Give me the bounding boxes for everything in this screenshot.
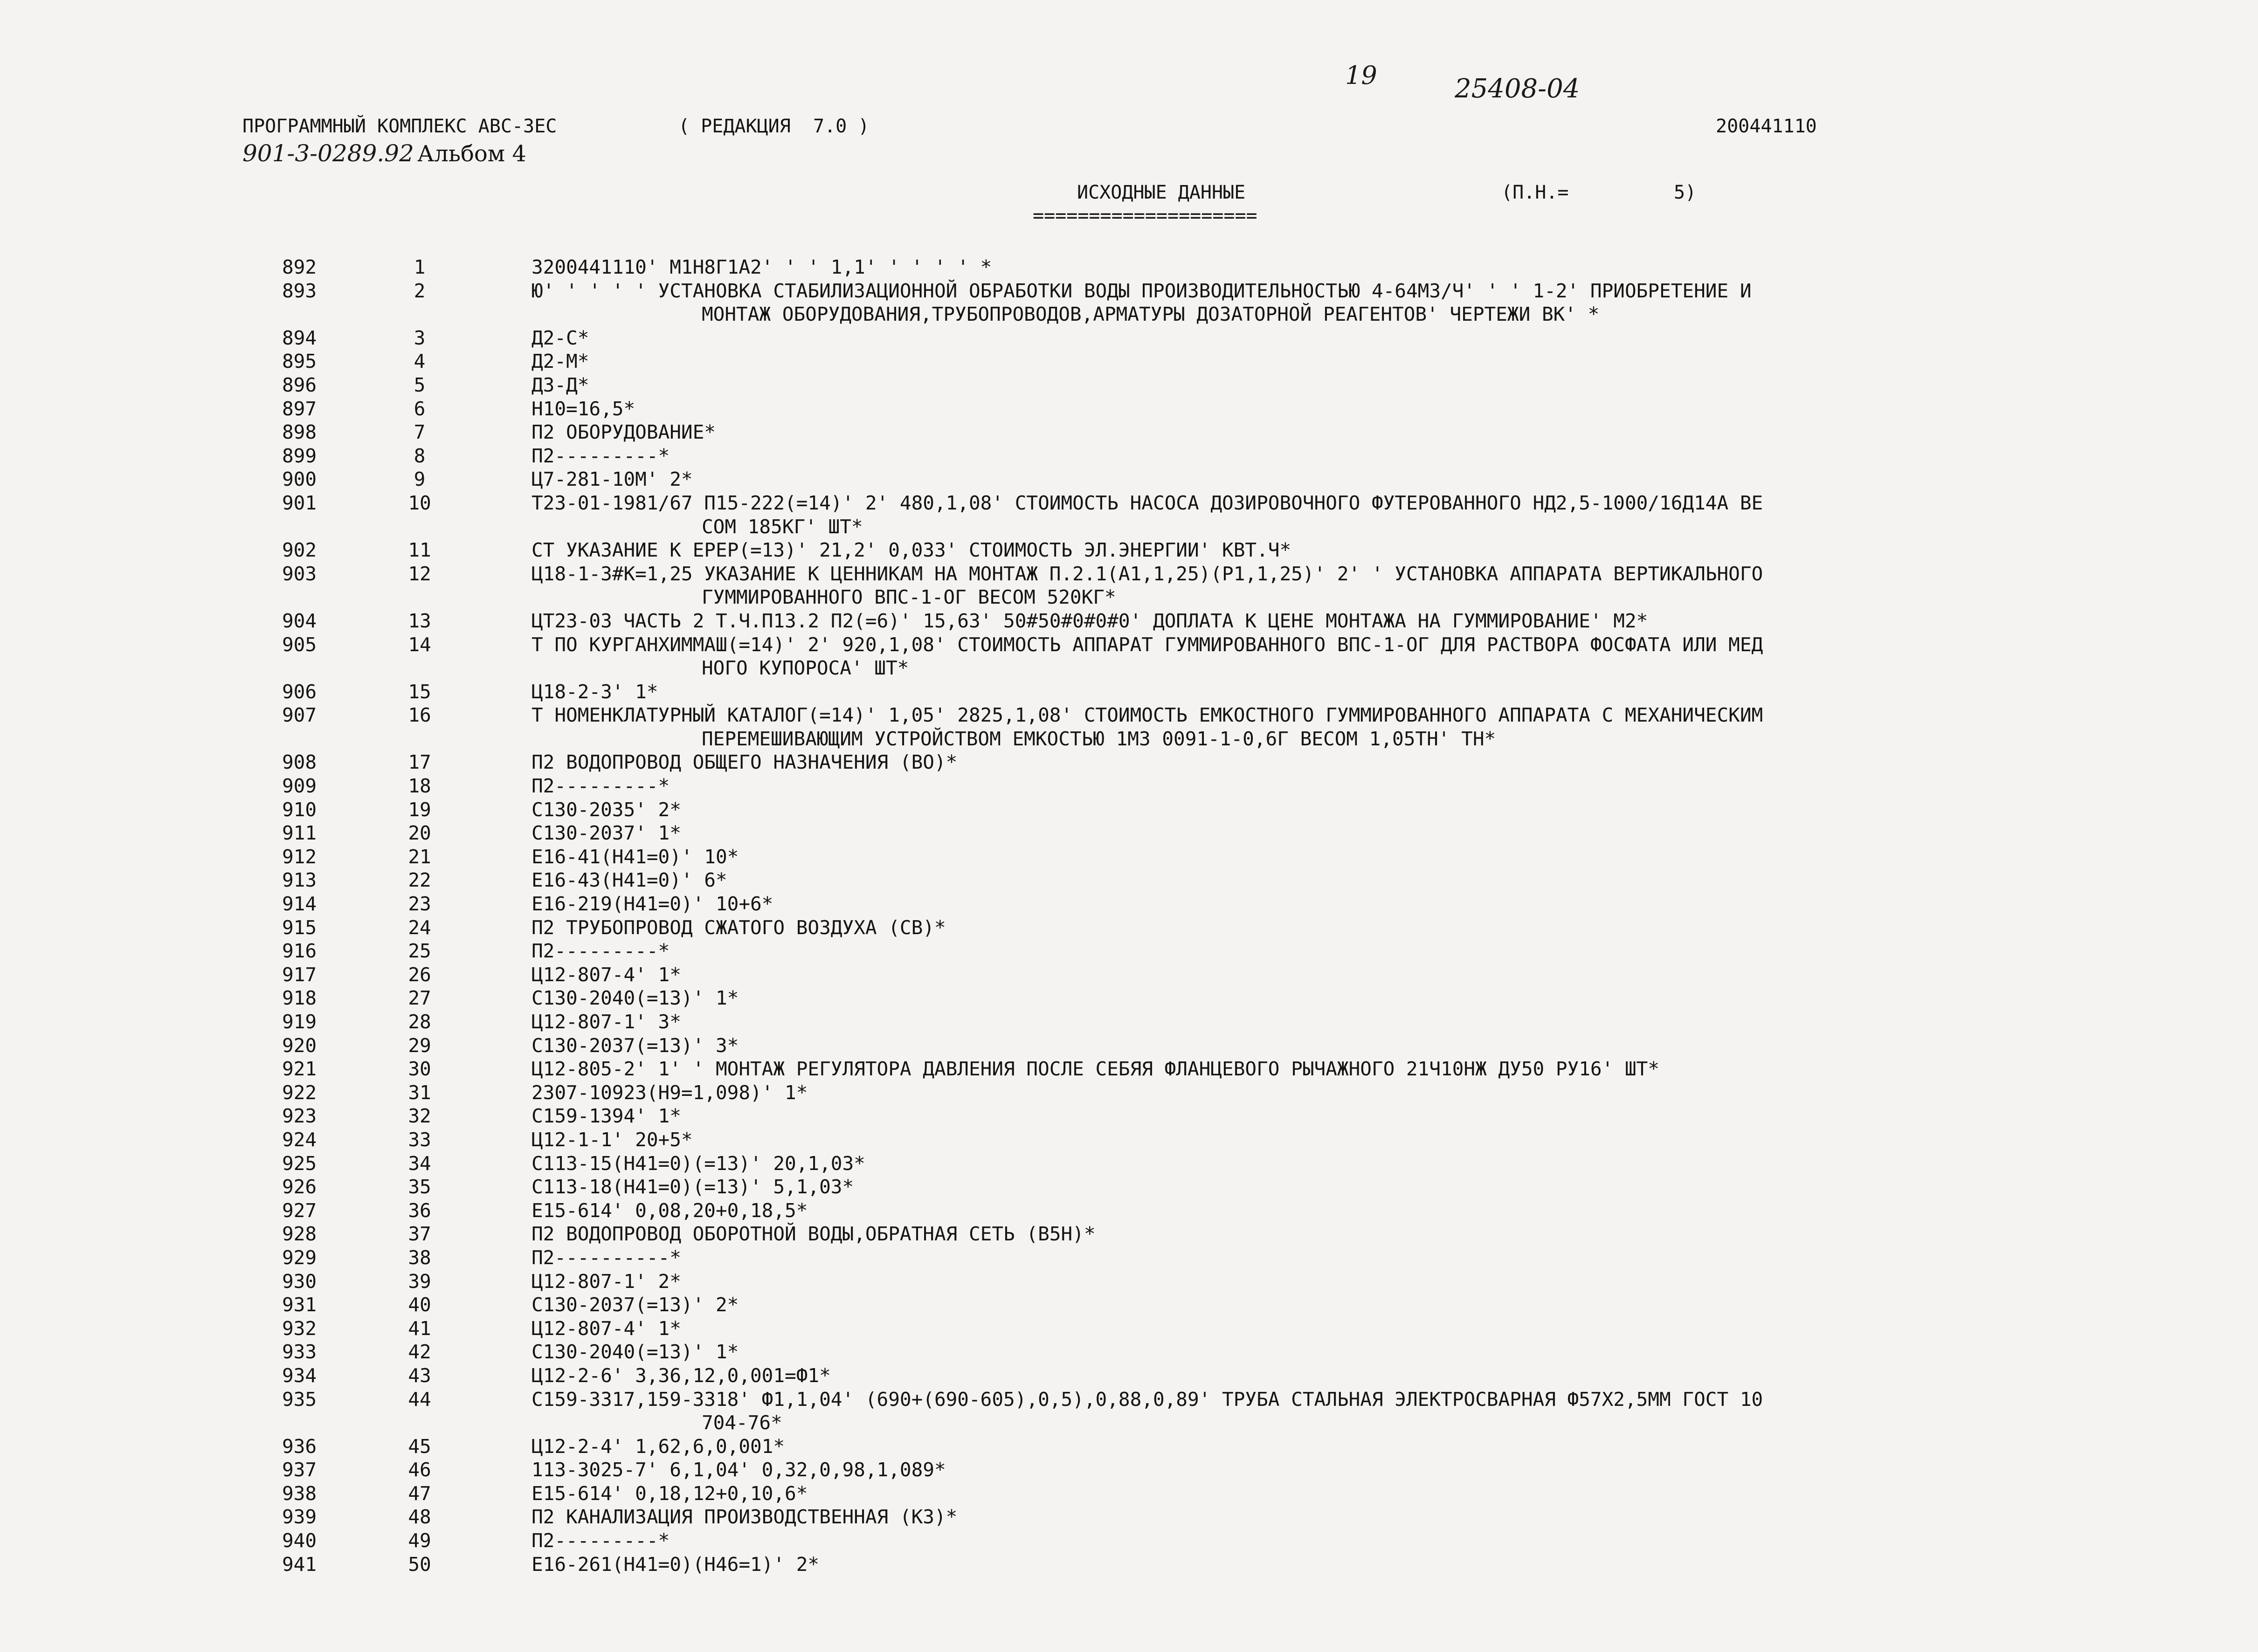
line-number: 908	[282, 751, 317, 774]
line-text: Д2-С*	[532, 326, 589, 349]
line-number: 934	[282, 1364, 317, 1387]
edition: ( РЕДАКЦИЯ 7.0 )	[678, 116, 870, 137]
line-number: 937	[282, 1459, 317, 1481]
line-text: П2---------*	[532, 940, 670, 963]
line-text: П2---------*	[532, 775, 670, 798]
line-number: 895	[282, 350, 317, 373]
item-index: 9	[414, 468, 426, 491]
listing-row	[0, 916, 2258, 940]
listing-row	[0, 680, 2258, 704]
listing-row	[0, 279, 2258, 326]
listing-row	[0, 1553, 2258, 1576]
item-index: 2	[414, 279, 426, 302]
line-text: П2 ТРУБОПРОВОД СЖАТОГО ВОЗДУХА (СВ)*	[532, 916, 946, 939]
listing-row	[0, 255, 2258, 279]
item-index: 45	[408, 1435, 431, 1458]
line-text: СТ УКАЗАНИЕ К ЕРЕР(=13)' 21,2' 0,033' СТОИМОСТЬ ЭЛ.ЭНЕРГИИ' КВТ.Ч*	[532, 539, 1291, 562]
line-text: П2---------*	[532, 444, 670, 467]
line-text: 3200441110' М1Н8Г1А2' ' ' 1,1' ' ' ' ' *	[532, 256, 992, 278]
line-text: С113-18(Н41=0)(=13)' 5,1,03*	[532, 1176, 854, 1198]
listing-row	[0, 1270, 2258, 1294]
line-number: 922	[282, 1081, 317, 1104]
listing-row	[0, 1222, 2258, 1246]
listing-row	[0, 1152, 2258, 1176]
line-text: П2 ОБОРУДОВАНИЕ*	[532, 421, 716, 444]
item-index: 38	[408, 1246, 431, 1269]
line-text: Е15-614' 0,18,12+0,10,6*	[532, 1482, 808, 1505]
listing-row	[0, 609, 2258, 633]
listing-row	[0, 491, 2258, 538]
line-text: Ц12-807-4' 1*	[532, 963, 681, 986]
listing-row	[0, 1057, 2258, 1081]
item-index: 43	[408, 1364, 431, 1387]
item-index: 31	[408, 1081, 431, 1104]
project-number: 901-3-0289.92	[242, 140, 414, 167]
item-index: 10	[408, 491, 431, 514]
item-index: 35	[408, 1176, 431, 1198]
line-number: 939	[282, 1506, 317, 1528]
listing-row	[0, 633, 2258, 680]
line-text: Е16-41(Н41=0)' 10*	[532, 845, 739, 868]
line-text: Ц12-807-1' 2*	[532, 1270, 681, 1293]
line-text-continuation: СОМ 185КГ' ШТ*	[702, 515, 863, 538]
item-index: 42	[408, 1341, 431, 1363]
line-number: 904	[282, 609, 317, 632]
line-number: 940	[282, 1529, 317, 1552]
line-text: Д3-Д*	[532, 373, 589, 396]
item-index: 44	[408, 1388, 431, 1411]
item-index: 30	[408, 1058, 431, 1081]
line-text: Т НОМЕНКЛАТУРНЫЙ КАТАЛОГ(=14)' 1,05' 2825,1,08' СТОИМОСТЬ ЕМКОСТНОГО ГУММИРОВАННОГО АППАРАТА С МЕХАНИЧЕСКИМ	[532, 704, 1763, 727]
item-index: 46	[408, 1459, 431, 1481]
item-index: 17	[408, 751, 431, 774]
listing-row	[0, 1081, 2258, 1105]
line-text: 2307-10923(Н9=1,098)' 1*	[532, 1081, 808, 1104]
item-index: 39	[408, 1270, 431, 1293]
listing-row	[0, 1010, 2258, 1034]
line-number: 896	[282, 373, 317, 396]
page-ref-value: 5)	[1674, 182, 1697, 203]
section-title: ИСХОДНЫЕ ДАННЫЕ	[1077, 182, 1246, 203]
line-number: 918	[282, 987, 317, 1010]
line-text: Е16-43(Н41=0)' 6*	[532, 869, 727, 892]
item-index: 21	[408, 845, 431, 868]
line-number: 925	[282, 1152, 317, 1175]
line-number: 903	[282, 562, 317, 585]
line-number: 911	[282, 822, 317, 845]
item-index: 13	[408, 609, 431, 632]
listing-row	[0, 1317, 2258, 1341]
listing-row	[0, 1104, 2258, 1128]
listing-row	[0, 350, 2258, 373]
listing-row	[0, 538, 2258, 562]
line-text: Ц12-2-6' 3,36,12,0,001=Ф1*	[532, 1364, 831, 1387]
line-number: 930	[282, 1270, 317, 1293]
item-index: 33	[408, 1128, 431, 1151]
line-text: Ц18-1-3#К=1,25 УКАЗАНИЕ К ЦЕННИКАМ НА МОНТАЖ П.2.1(А1,1,25)(Р1,1,25)' 2' ' УСТАНОВКА АППАРАТА ВЕРТИКАЛЬНОГО	[532, 562, 1763, 585]
line-text: Д2-М*	[532, 350, 589, 373]
listing-row	[0, 1293, 2258, 1317]
line-text: С130-2037(=13)' 3*	[532, 1034, 739, 1057]
line-text: Ц12-807-4' 1*	[532, 1317, 681, 1340]
line-number: 932	[282, 1317, 317, 1340]
listing-row	[0, 444, 2258, 468]
item-index: 25	[408, 940, 431, 963]
listing-row	[0, 1505, 2258, 1529]
line-number: 929	[282, 1246, 317, 1269]
item-index: 36	[408, 1199, 431, 1222]
listing-row	[0, 1435, 2258, 1459]
line-number: 921	[282, 1058, 317, 1081]
program-name: ПРОГРАММНЫЙ КОМПЛЕКС АВС-3ЕС	[242, 116, 557, 137]
listing-row	[0, 868, 2258, 892]
listing-row	[0, 750, 2258, 774]
listing-row	[0, 1364, 2258, 1388]
line-text: П2----------*	[532, 1246, 681, 1269]
item-index: 28	[408, 1011, 431, 1033]
line-number: 892	[282, 256, 317, 278]
line-text: С159-3317,159-3318' Ф1,1,04' (690+(690-605),0,5),0,88,0,89' ТРУБА СТАЛЬНАЯ ЭЛЕКТРОСВАРНАЯ Ф57Х2,5ММ ГОСТ 10	[532, 1388, 1763, 1411]
album: Альбом 4	[417, 141, 526, 167]
line-text: С159-1394' 1*	[532, 1105, 681, 1128]
line-number: 935	[282, 1388, 317, 1411]
line-text: Ц18-2-3' 1*	[532, 680, 658, 703]
item-index: 23	[408, 893, 431, 915]
line-number: 902	[282, 539, 317, 562]
line-number: 907	[282, 704, 317, 727]
line-text-continuation: МОНТАЖ ОБОРУДОВАНИЯ,ТРУБОПРОВОДОВ,АРМАТУРЫ ДОЗАТОРНОЙ РЕАГЕНТОВ' ЧЕРТЕЖИ ВК' *	[702, 303, 1600, 326]
line-text: С130-2040(=13)' 1*	[532, 1341, 739, 1363]
line-text-continuation: ГУММИРОВАННОГО ВПС-1-ОГ ВЕСОМ 520КГ*	[702, 586, 1116, 609]
item-index: 22	[408, 869, 431, 892]
listing-row	[0, 420, 2258, 444]
line-number: 910	[282, 798, 317, 821]
listing-row	[0, 939, 2258, 963]
item-index: 11	[408, 539, 431, 562]
line-number: 920	[282, 1034, 317, 1057]
listing-row	[0, 326, 2258, 350]
listing-row	[0, 798, 2258, 822]
item-index: 8	[414, 444, 426, 467]
line-number: 919	[282, 1011, 317, 1033]
line-text: Ц12-2-4' 1,62,6,0,001*	[532, 1435, 785, 1458]
line-text: Ц7-281-10М' 2*	[532, 468, 693, 491]
item-index: 26	[408, 963, 431, 986]
item-index: 15	[408, 680, 431, 703]
line-number: 931	[282, 1294, 317, 1316]
item-index: 47	[408, 1482, 431, 1505]
listing-row	[0, 845, 2258, 869]
line-text: Е16-219(Н41=0)' 10+6*	[532, 893, 773, 915]
listing-row	[0, 1340, 2258, 1364]
page-number: 19	[1345, 61, 1377, 90]
item-index: 5	[414, 373, 426, 396]
line-text: Ц12-1-1' 20+5*	[532, 1128, 693, 1151]
item-index: 7	[414, 421, 426, 444]
line-number: 893	[282, 279, 317, 302]
listing-row	[0, 986, 2258, 1010]
item-index: 50	[408, 1553, 431, 1576]
line-number: 941	[282, 1553, 317, 1576]
line-number: 901	[282, 491, 317, 514]
line-number: 897	[282, 397, 317, 420]
listing-row	[0, 821, 2258, 845]
line-number: 936	[282, 1435, 317, 1458]
item-index: 12	[408, 562, 431, 585]
line-text: Е16-261(Н41=0)(Н46=1)' 2*	[532, 1553, 820, 1576]
line-text: С130-2040(=13)' 1*	[532, 987, 739, 1010]
listing-row	[0, 397, 2258, 421]
listing-row	[0, 562, 2258, 609]
item-index: 32	[408, 1105, 431, 1128]
line-number: 916	[282, 940, 317, 963]
item-index: 3	[414, 326, 426, 349]
listing-row	[0, 963, 2258, 987]
listing-row	[0, 1458, 2258, 1482]
listing-row	[0, 468, 2258, 491]
line-number: 938	[282, 1482, 317, 1505]
line-number: 912	[282, 845, 317, 868]
listing-row	[0, 892, 2258, 916]
line-text-continuation: ПЕРЕМЕШИВАЮЩИМ УСТРОЙСТВОМ ЕМКОСТЬЮ 1М3 0091-1-0,6Г ВЕСОМ 1,05ТН' ТН*	[702, 727, 1496, 750]
line-text: П2 ВОДОПРОВОД ОБЩЕГО НАЗНАЧЕНИЯ (ВО)*	[532, 751, 958, 774]
item-index: 34	[408, 1152, 431, 1175]
listing-row	[0, 1199, 2258, 1223]
line-number: 909	[282, 775, 317, 798]
item-index: 29	[408, 1034, 431, 1057]
item-index: 1	[414, 256, 426, 278]
line-text: Н10=16,5*	[532, 397, 635, 420]
item-index: 27	[408, 987, 431, 1010]
line-text: 113-3025-7' 6,1,04' 0,32,0,98,1,089*	[532, 1459, 946, 1481]
item-index: 37	[408, 1223, 431, 1246]
page-ref-label: (П.Н.=	[1501, 182, 1569, 203]
line-text: П2 ВОДОПРОВОД ОБОРОТНОЙ ВОДЫ,ОБРАТНАЯ СЕТЬ (В5Н)*	[532, 1223, 1096, 1246]
listing-rows	[0, 255, 2258, 1576]
line-text: П2 КАНАЛИЗАЦИЯ ПРОИЗВОДСТВЕННАЯ (К3)*	[532, 1506, 958, 1528]
line-text: Т23-01-1981/67 П15-222(=14)' 2' 480,1,08' СТОИМОСТЬ НАСОСА ДОЗИРОВОЧНОГО ФУТЕРОВАННОГО НД2,5-1000/16Д14А ВЕ	[532, 491, 1763, 514]
item-index: 40	[408, 1294, 431, 1316]
line-number: 928	[282, 1223, 317, 1246]
listing-row	[0, 1482, 2258, 1506]
line-number: 906	[282, 680, 317, 703]
line-text: Ц12-805-2' 1' ' МОНТАЖ РЕГУЛЯТОРА ДАВЛЕНИЯ ПОСЛЕ СЕБЯЯ ФЛАНЦЕВОГО РЫЧАЖНОГО 21Ч10НЖ ДУ50 РУ16' ШТ*	[532, 1058, 1660, 1081]
listing-row	[0, 373, 2258, 397]
line-number: 915	[282, 916, 317, 939]
line-number: 923	[282, 1105, 317, 1128]
line-number: 899	[282, 444, 317, 467]
item-index: 19	[408, 798, 431, 821]
item-index: 14	[408, 633, 431, 656]
line-text: Ц12-807-1' 3*	[532, 1011, 681, 1033]
line-text-continuation: НОГО КУПОРОСА' ШТ*	[702, 657, 909, 680]
listing-row	[0, 1529, 2258, 1553]
line-number: 900	[282, 468, 317, 491]
section-underline: ====================	[1033, 205, 1257, 227]
line-number: 913	[282, 869, 317, 892]
line-text: С113-15(Н41=0)(=13)' 20,1,03*	[532, 1152, 865, 1175]
item-index: 18	[408, 775, 431, 798]
item-index: 41	[408, 1317, 431, 1340]
item-index: 16	[408, 704, 431, 727]
line-text: П2---------*	[532, 1529, 670, 1552]
item-index: 49	[408, 1529, 431, 1552]
line-text: С130-2037' 1*	[532, 822, 681, 845]
item-index: 20	[408, 822, 431, 845]
document-code: 200441110	[1716, 116, 1817, 137]
item-index: 48	[408, 1506, 431, 1528]
line-number: 917	[282, 963, 317, 986]
doc-number: 25408-04	[1455, 74, 1580, 104]
item-index: 4	[414, 350, 426, 373]
line-text: С130-2037(=13)' 2*	[532, 1294, 739, 1316]
line-number: 898	[282, 421, 317, 444]
item-index: 6	[414, 397, 426, 420]
line-number: 927	[282, 1199, 317, 1222]
listing-row	[0, 1175, 2258, 1199]
line-number: 914	[282, 893, 317, 915]
line-text-continuation: 704-76*	[702, 1411, 782, 1434]
line-text: Ю' ' ' ' ' УСТАНОВКА СТАБИЛИЗАЦИОННОЙ ОБРАБОТКИ ВОДЫ ПРОИЗВОДИТЕЛЬНОСТЬЮ 4-64М3/Ч' ' ' 1-2' ПРИОБРЕТЕНИЕ И	[532, 279, 1752, 302]
line-number: 905	[282, 633, 317, 656]
line-text: Е15-614' 0,08,20+0,18,5*	[532, 1199, 808, 1222]
listing-row	[0, 774, 2258, 798]
line-number: 894	[282, 326, 317, 349]
listing-row	[0, 1034, 2258, 1058]
item-index: 24	[408, 916, 431, 939]
line-number: 926	[282, 1176, 317, 1198]
line-text: С130-2035' 2*	[532, 798, 681, 821]
listing-row	[0, 1246, 2258, 1270]
line-number: 933	[282, 1341, 317, 1363]
listing-row	[0, 1128, 2258, 1152]
listing-row	[0, 1388, 2258, 1435]
listing-row	[0, 703, 2258, 750]
line-text: ЦТ23-03 ЧАСТЬ 2 Т.Ч.П13.2 П2(=6)' 15,63' 50#50#0#0#0' ДОПЛАТА К ЦЕНЕ МОНТАЖА НА ГУММИРОВАНИЕ' М2*	[532, 609, 1648, 632]
line-text: Т ПО КУРГАНХИММАШ(=14)' 2' 920,1,08' СТОИМОСТЬ АППАРАТ ГУММИРОВАННОГО ВПС-1-ОГ ДЛЯ РАСТВОРА ФОСФАТА ИЛИ МЕД	[532, 633, 1763, 656]
line-number: 924	[282, 1128, 317, 1151]
